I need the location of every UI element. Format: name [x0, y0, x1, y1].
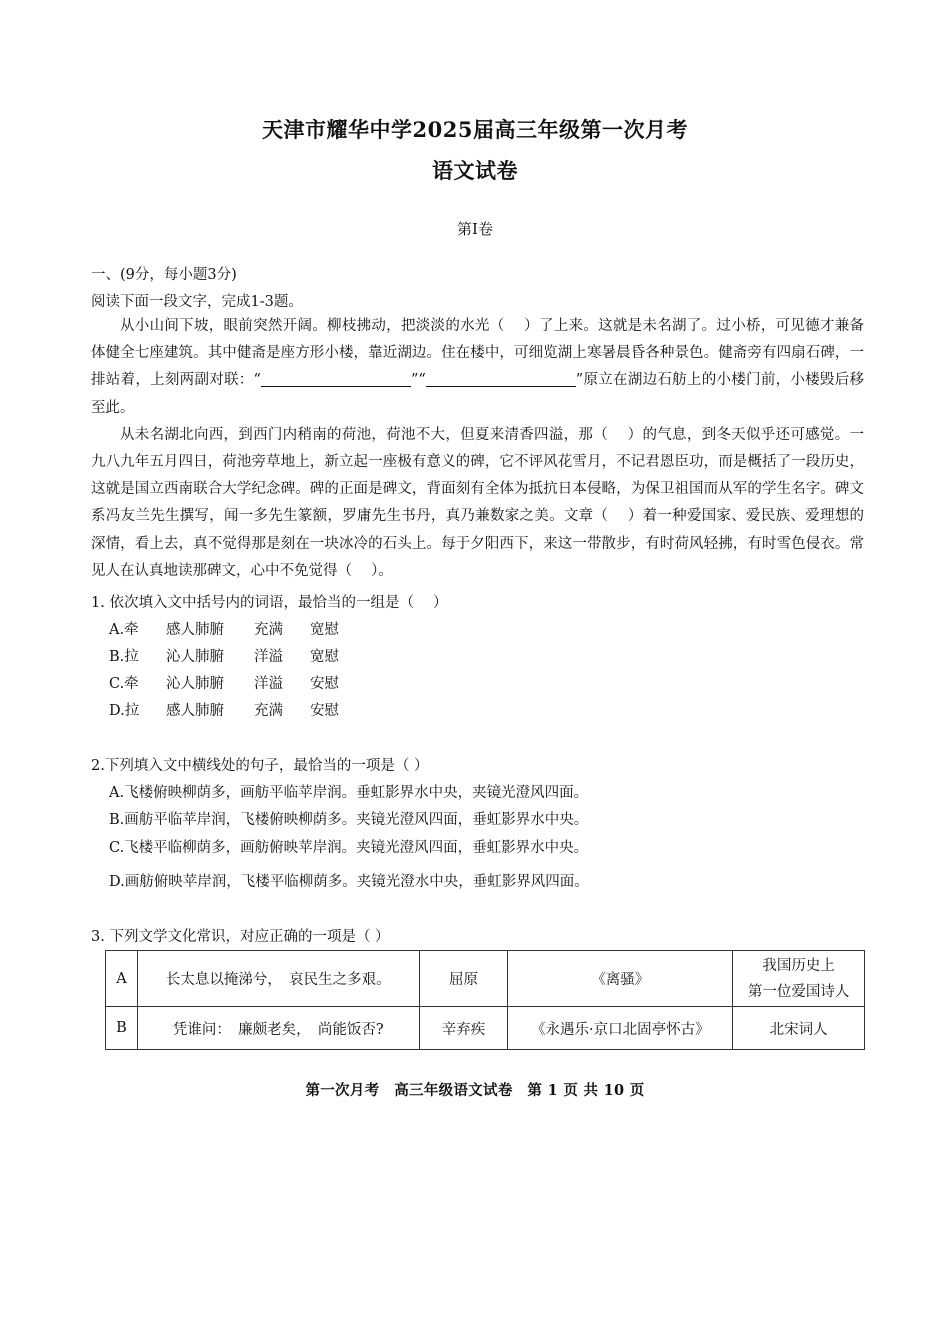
- row-label: B: [106, 1007, 138, 1050]
- q2-option-a: A.飞楼俯映柳荫多，画舫平临苹岸润。垂虹影界水中央，夹镜光澄风四面。: [109, 785, 589, 801]
- option-word: 洋溢: [254, 649, 283, 665]
- passage-paragraph-1: [91, 313, 864, 422]
- option-word: 宽慰: [310, 649, 339, 665]
- question-3-stem: 3. 下列文学文化常识，对应正确的一项是（ ）: [91, 929, 390, 945]
- reading-passage: [91, 313, 864, 585]
- passage-text: ”“: [410, 372, 426, 389]
- option-word: 感人肺腑: [166, 703, 224, 719]
- note-line: 我国历史上: [762, 957, 835, 974]
- q1-option-b: [109, 645, 339, 666]
- table-row: [106, 951, 865, 1007]
- exam-subtitle: 语文试卷: [432, 158, 518, 183]
- fill-blank-2: [426, 372, 576, 387]
- volume-label: 第Ⅰ卷: [457, 220, 493, 238]
- exam-title: 天津市耀华中学2025届高三年级第一次月考: [262, 117, 688, 142]
- q1-option-c: [109, 672, 339, 693]
- author-cell: 辛弃疾: [419, 1007, 508, 1050]
- row-label: A: [106, 951, 138, 1007]
- fill-blank-1: [261, 372, 411, 387]
- q1-option-d: [109, 699, 339, 720]
- work-cell: 《离骚》: [508, 951, 733, 1007]
- option-letter: A.牵: [109, 622, 139, 638]
- literature-knowledge-table: [105, 950, 865, 1050]
- passage-text: ”原立在湖边石舫上的小楼门前，小楼毁后移至此。: [91, 372, 864, 416]
- q1-option-a: [109, 618, 339, 639]
- note-line: 第一位爱国诗人: [747, 983, 850, 1000]
- note-cell: 北宋词人: [733, 1007, 865, 1050]
- section-instruction: 阅读下面一段文字，完成1-3题。: [91, 294, 303, 310]
- q2-option-c: C.飞楼平临柳荫多，画舫俯映苹岸润。夹镜光澄风四面，垂虹影界水中央。: [109, 840, 589, 856]
- option-word: 洋溢: [254, 676, 283, 692]
- option-word: 沁人肺腑: [166, 676, 224, 692]
- option-letter: B.拉: [109, 649, 139, 665]
- passage-text: 从小山间下坡，眼前突然开阔。柳枝拂动，把淡淡的水光（ ）了上来。这就是未名湖了。过小桥，可见德才兼备体健全七座建筑。其中健斋是座方形小楼，靠近湖边。住在楼中，可细览湖上寒暑晨昏各种景色。健斋旁有四扇石碑，一排站着，上刻两副对联：“: [91, 318, 864, 389]
- option-word: 感人肺腑: [166, 622, 224, 638]
- author-cell: 屈原: [419, 951, 508, 1007]
- question-2-stem: 2.下列填入文中横线处的句子，最恰当的一项是（ ）: [91, 758, 429, 774]
- work-cell: 《永遇乐·京口北固亭怀古》: [508, 1007, 733, 1050]
- option-word: 宽慰: [310, 622, 339, 638]
- option-word: 充满: [254, 703, 283, 719]
- quote-cell: 长太息以掩涕兮， 哀民生之多艰。: [137, 951, 419, 1007]
- table-row: [106, 1007, 865, 1050]
- question-1-stem: 1. 依次填入文中括号内的词语，最恰当的一组是（ ）: [91, 595, 448, 611]
- option-letter: C.牵: [109, 676, 139, 692]
- option-word: 沁人肺腑: [166, 649, 224, 665]
- page-footer: 第一次月考 高三年级语文试卷 第 1 页 共 10 页: [305, 1082, 645, 1099]
- option-word: 安慰: [310, 676, 339, 692]
- passage-paragraph-2: 从未名湖北向西，到西门内稍南的荷池，荷池不大，但夏来清香四溢，那（ ）的气息，到冬天似乎还可感觉。一九八九年五月四日，荷池旁草地上，新立起一座极有意义的碑，它不评风花雪月，不记君恩臣功，而是概括了一段历史，这就是国立西南联合大学纪念碑。碑的正面是碑文，背面刻有全体为抵抗日本侵略，为保卫祖国而从军的学生名字。碑文系冯友兰先生撰写，闻一多先生篆额，罗庸先生书丹，真乃兼数家之美。文章（ ）着一种爱国家、爱民族、爱理想的深情，看上去，真不觉得那是刻在一块冰冷的石头上。每于夕阳西下，来这一带散步，有时荷风轻拂，有时雪色侵衣。常见人在认真地读那碑文，心中不免觉得（ ）。: [91, 426, 864, 579]
- option-letter: D.拉: [109, 703, 140, 719]
- note-cell: [733, 951, 865, 1007]
- option-word: 充满: [254, 622, 283, 638]
- q2-option-d: D.画舫俯映苹岸润，飞楼平临柳荫多。夹镜光澄水中央，垂虹影界风四面。: [109, 874, 589, 890]
- section-heading: 一、(9分，每小题3分): [91, 267, 237, 283]
- option-word: 安慰: [310, 703, 339, 719]
- q2-option-b: B.画舫平临苹岸润，飞楼俯映柳荫多。夹镜光澄风四面，垂虹影界水中央。: [109, 812, 589, 828]
- quote-cell: 凭谁问： 廉颇老矣， 尚能饭否?: [137, 1007, 419, 1050]
